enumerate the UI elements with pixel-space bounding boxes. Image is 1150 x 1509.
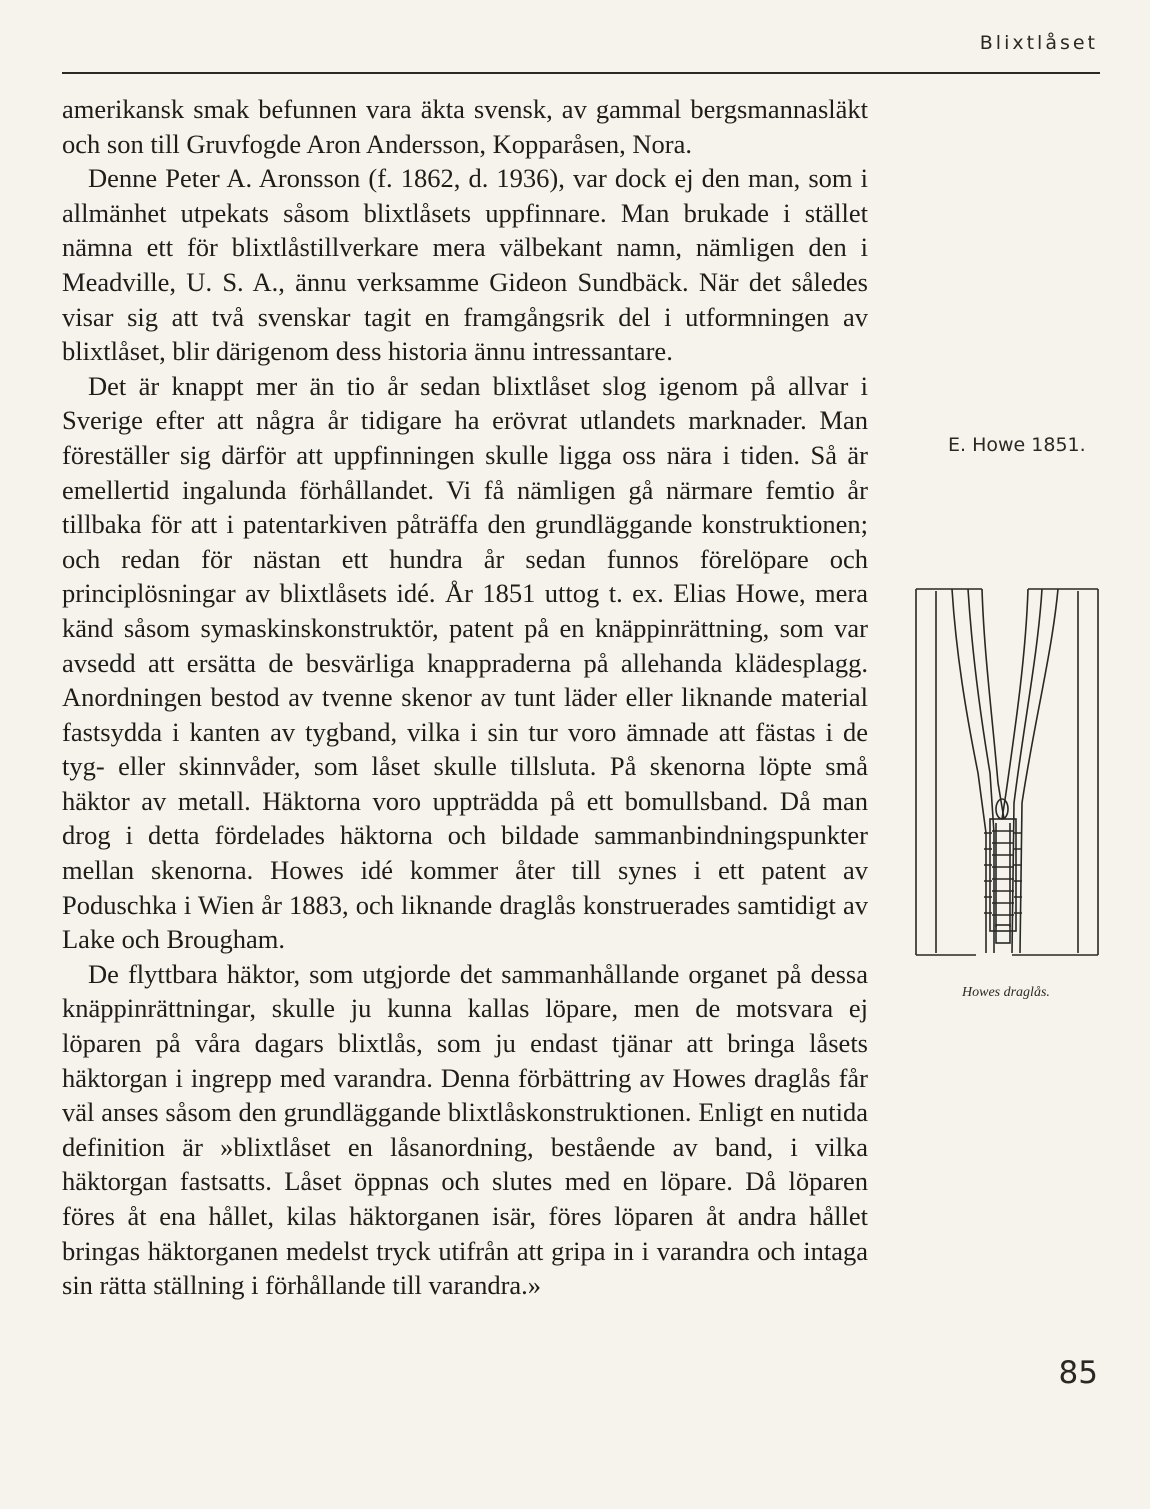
paragraph-2: Denne Peter A. Aronsson (f. 1862, d. 1936), var dock ej den man, som i allmänhet utpekats såsom blixtlåsets uppfinnare. Man brukade i stället nämna ett för blixtlåstillverkare mera välbekant namn, nämligen den i Meadville, U. S. A., ännu verksamme Gideon Sundbäck. När det således visar sig att två svenskar tagit en framgångsrik del i utformningen av blixtlåset, blir därigenom dess historia ännu intressantare. <box>62 163 868 367</box>
body-text <box>62 92 868 1303</box>
zipper-illustration <box>912 583 1100 963</box>
margin-note: E. Howe 1851. <box>948 434 1086 456</box>
header-rule <box>62 72 1100 74</box>
running-header-title: Blixtlåset <box>979 32 1098 54</box>
page-number: 85 <box>1058 1355 1098 1391</box>
figure-caption: Howes draglås. <box>962 985 1050 1000</box>
paragraph-4: De flyttbara häktor, som utgjorde det sammanhållande organet på dessa knäppinrättningar, skulle ju kunna kallas löpare, men de motsvara ej löparen på våra dagars blixtlås, som ju endast tjänar att bringa låsets häktorgan i ingrepp med varandra. Denna förbättring av Howes draglås får väl anses såsom den grundläggande blixtlåskonstruktionen. Enligt en nutida definition är »blixtlåset en låsanordning, bestående av band, i vilka häktorgan fastsatts. Låset öppnas och slutes med en löpare. Då löparen föres åt ena hållet, kilas häktorganen isär, föres löparen åt andra hållet bringas häktorganen medelst tryck utifrån att gripa in i varandra och intaga sin rätta ställning i förhållande till varandra.» <box>62 958 868 1301</box>
paragraph-1: amerikansk smak befunnen vara äkta svensk, av gammal bergsmannasläkt och son till Gruvfogde Aron Andersson, Kopparåsen, Nora. <box>62 94 868 159</box>
paragraph-3: Det är knappt mer än tio år sedan blixtlåset slog igenom på allvar i Sverige efter att några år tidigare ha erövrat utlandets marknader. Man föreställer sig därför att uppfinningen skulle ligga oss nära i tiden. Så är emellertid ingalunda förhållandet. Vi få nämligen gå närmare femtio år tillbaka för att i patentarkiven påträffa den grundläggande konstruktionen; och redan för nästan ett hundra år sedan funnos förelöpare och principlösningar av blixtlåsets idé. År 1851 uttog t. ex. Elias Howe, mera känd såsom symaskinskonstruktör, patent på en knäppinrättning, som var avsedd att ersätta de besvärliga knappraderna på allehanda klädesplagg. Anordningen bestod av tvenne skenor av tunt läder eller liknande material fastsydda i kanten av tygband, vilka i sin tur voro ämnade att fästas i de tyg- eller skinnvåder, som låset skulle tillsluta. På skenorna löpte små häktor av metall. Häktorna voro uppträdda på ett bomullsband. Då man drog i detta fördelades häktorna och bildade sammanbindningspunkter mellan skenorna. Howes idé kommer åter till synes i ett patent av Poduschka i Wien år 1883, och liknande draglås konstruerades samtidigt av Lake och Brougham. <box>62 370 868 955</box>
